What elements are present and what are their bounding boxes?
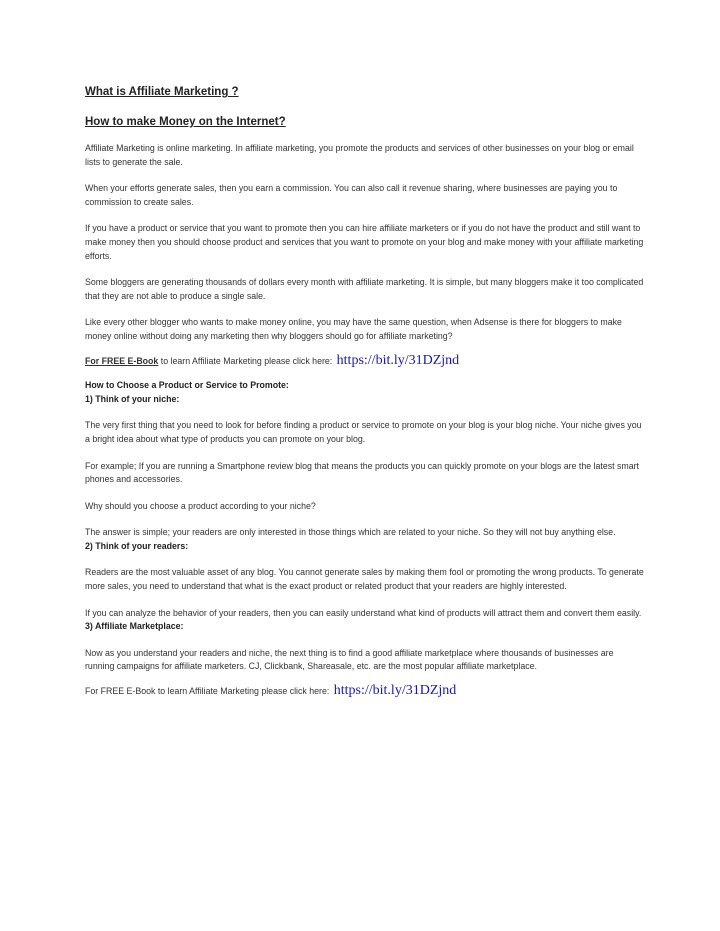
page-subtitle: How to make Money on the Internet? [85, 116, 286, 128]
paragraph: If you can analyze the behavior of your readers, then you can easily understand what kind of products will attract them and convert them easily. [85, 607, 642, 618]
paragraph: Now as you understand your readers and niche, the next thing is to find a good affiliate marketplace where thousands of businesses are running campaigns for affiliate marketers. CJ, Clickbank, Shareasale, etc. are the most popular affiliate marketplace. [85, 647, 614, 672]
paragraph: Affiliate Marketing is online marketing. In affiliate marketing, you promote the products and services of other businesses on your blog or email lists to generate the sale. [85, 143, 634, 167]
paragraph: The answer is simple; your readers are only interested in those things which are related to your niche. So they will not buy anything else. [85, 527, 616, 538]
paragraph: Like every other blogger who wants to make money online, you may have the same question, when Adsense is there for bloggers to make money online without doing any marketing then why bloggers should go for affiliate marketing? [85, 317, 622, 341]
paragraph: Readers are the most valuable asset of any blog. You cannot generate sales by making them fool or promoting the wrong products. To generate more sales, you need to understand that what is the exact product or related product that your readers are highly interested. [85, 567, 644, 592]
section-heading: 1) Think of your niche: [85, 393, 180, 404]
cta-bold-label: For FREE E-Book [85, 355, 159, 366]
paragraph: The very first thing that you need to look for before finding a product or service to promote on your blog is your blog niche. Your niche gives you a bright idea about what type of products you can promote on your blog. [85, 420, 642, 444]
ebook-link[interactable]: https://bit.ly/31DZjnd [333, 683, 457, 699]
cta-line: For FREE E-Book to learn Affiliate Marketing please click here: https://bit.ly/31DZjnd [85, 683, 457, 699]
paragraph: Why should you choose a product according to your niche? [85, 500, 316, 511]
section-heading: How to Choose a Product or Service to Promote: [85, 380, 289, 391]
paragraph: If you have a product or service that you want to promote then you can hire affiliate marketers or if you do not have the product and still want to make money then you should choose product and services that you want to promote on your blog and make money with your affiliate marketing efforts. [85, 223, 644, 261]
page-title: What is Affiliate Marketing ? [85, 86, 239, 98]
cta-line: For FREE E-Book to learn Affiliate Marketing please click here: https://bit.ly/31DZjnd [85, 352, 460, 368]
ebook-link[interactable]: https://bit.ly/31DZjnd [336, 352, 460, 368]
section-heading: 2) Think of your readers: [85, 540, 189, 551]
paragraph: Some bloggers are generating thousands of dollars every month with affiliate marketing. It is simple, but many bloggers make it too complicated that they are not able to produce a single sale. [85, 277, 644, 301]
paragraph: When your efforts generate sales, then you earn a commission. You can also call it revenue sharing, where businesses are paying you to commission to create sales. [85, 183, 618, 207]
term-affiliate-marketing: Affiliate Marketing [85, 143, 155, 153]
paragraph: For example; If you are running a Smartphone review blog that means the products you can quickly promote on your blogs are the latest smart phones and accessories. [85, 460, 640, 485]
document-page [85, 84, 645, 699]
section-heading: 3) Affiliate Marketplace: [85, 621, 184, 632]
